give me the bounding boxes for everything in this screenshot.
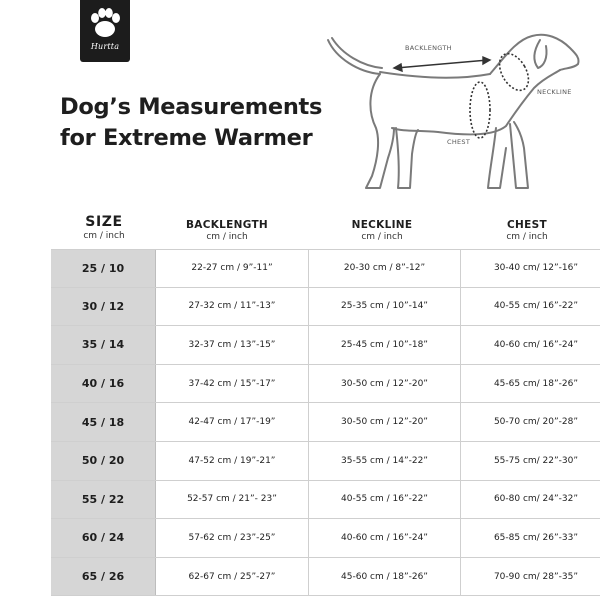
backlength-cell: 62-67 cm / 25”-27” — [156, 558, 309, 596]
neckline-cell: 25-45 cm / 10”-18” — [309, 326, 461, 364]
neckline-marker — [494, 49, 535, 96]
column-header-chest — [462, 219, 592, 242]
title-line-2: for Extreme Warmer — [60, 125, 313, 151]
size-chart-table — [51, 249, 600, 596]
neckline-cell: 35-55 cm / 14”-22” — [309, 442, 461, 480]
size-cell: 35 / 14 — [51, 326, 156, 364]
table-row — [51, 519, 600, 558]
table-row — [51, 481, 600, 520]
table-row — [51, 442, 600, 481]
dog-measurement-illustration — [318, 28, 588, 196]
chest-cell: 45-65 cm/ 18”-26” — [493, 378, 579, 389]
neckline-cell: 30-50 cm / 12”-20” — [309, 365, 461, 403]
chest-cell: 65-85 cm/ 26”-33” — [493, 532, 579, 543]
paw-icon — [80, 0, 130, 44]
dog-outline — [328, 35, 579, 188]
neckline-cell: 40-60 cm / 16”-24” — [309, 519, 461, 557]
diagram-label-neckline: NECKLINE — [537, 88, 572, 96]
backlength-cell: 42-47 cm / 17”-19” — [156, 403, 309, 441]
title-line-1: Dog’s Measurements — [60, 94, 323, 120]
neckline-cell: 30-50 cm / 12”-20” — [309, 403, 461, 441]
table-row — [51, 558, 600, 596]
column-header-unit: cm / inch — [506, 232, 548, 242]
column-header-backlength — [162, 219, 292, 242]
backlength-cell: 22-27 cm / 9”-11” — [156, 250, 309, 287]
size-cell: 25 / 10 — [51, 250, 156, 287]
chest-marker — [470, 82, 490, 138]
backlength-arrow — [394, 57, 490, 71]
table-row — [51, 249, 600, 288]
chest-cell: 50-70 cm/ 20”-28” — [493, 417, 579, 428]
chest-cell: 60-80 cm/ 24”-32” — [493, 494, 579, 505]
column-header-label: NECKLINE — [351, 219, 413, 231]
diagram-label-backlength: BACKLENGTH — [405, 44, 452, 52]
brand-logo — [80, 0, 130, 62]
table-row — [51, 288, 600, 327]
table-row — [51, 365, 600, 404]
page-title — [60, 92, 322, 154]
chest-cell: 70-90 cm/ 28”-35” — [493, 571, 579, 582]
backlength-cell: 32-37 cm / 13”-15” — [156, 326, 309, 364]
chest-cell: 55-75 cm/ 22”-30” — [493, 455, 579, 466]
chest-cell: 30-40 cm/ 12”-16” — [493, 263, 579, 274]
column-header-label: SIZE — [85, 214, 123, 230]
size-cell: 50 / 20 — [51, 442, 156, 480]
column-header-label: BACKLENGTH — [185, 219, 268, 231]
size-cell: 45 / 18 — [51, 403, 156, 441]
column-header-unit: cm / inch — [83, 231, 125, 241]
backlength-cell: 57-62 cm / 23”-25” — [156, 519, 309, 557]
backlength-cell: 52-57 cm / 21”- 23” — [156, 481, 309, 519]
column-header-neckline — [317, 219, 447, 242]
backlength-cell: 27-32 cm / 11”-13” — [156, 288, 309, 326]
chest-cell: 40-55 cm/ 16”-22” — [493, 301, 579, 312]
size-cell: 30 / 12 — [51, 288, 156, 326]
diagram-label-chest: CHEST — [447, 138, 471, 146]
neckline-cell: 25-35 cm / 10”-14” — [309, 288, 461, 326]
column-header-unit: cm / inch — [206, 232, 248, 242]
size-cell: 55 / 22 — [51, 481, 156, 519]
brand-name: Hurtta — [90, 42, 120, 51]
backlength-cell: 47-52 cm / 19”-21” — [156, 442, 309, 480]
neckline-cell: 40-55 cm / 16”-22” — [309, 481, 461, 519]
size-cell: 40 / 16 — [51, 365, 156, 403]
size-cell: 60 / 24 — [51, 519, 156, 557]
backlength-cell: 37-42 cm / 15”-17” — [156, 365, 309, 403]
table-row — [51, 403, 600, 442]
table-row — [51, 326, 600, 365]
size-cell: 65 / 26 — [51, 558, 156, 596]
column-header-label: CHEST — [507, 219, 547, 231]
neckline-cell: 45-60 cm / 18”-26” — [309, 558, 461, 596]
neckline-cell: 20-30 cm / 8”-12” — [309, 250, 461, 287]
column-header-unit: cm / inch — [361, 232, 403, 242]
column-header-size — [70, 214, 138, 241]
chest-cell: 40-60 cm/ 16”-24” — [493, 339, 579, 350]
